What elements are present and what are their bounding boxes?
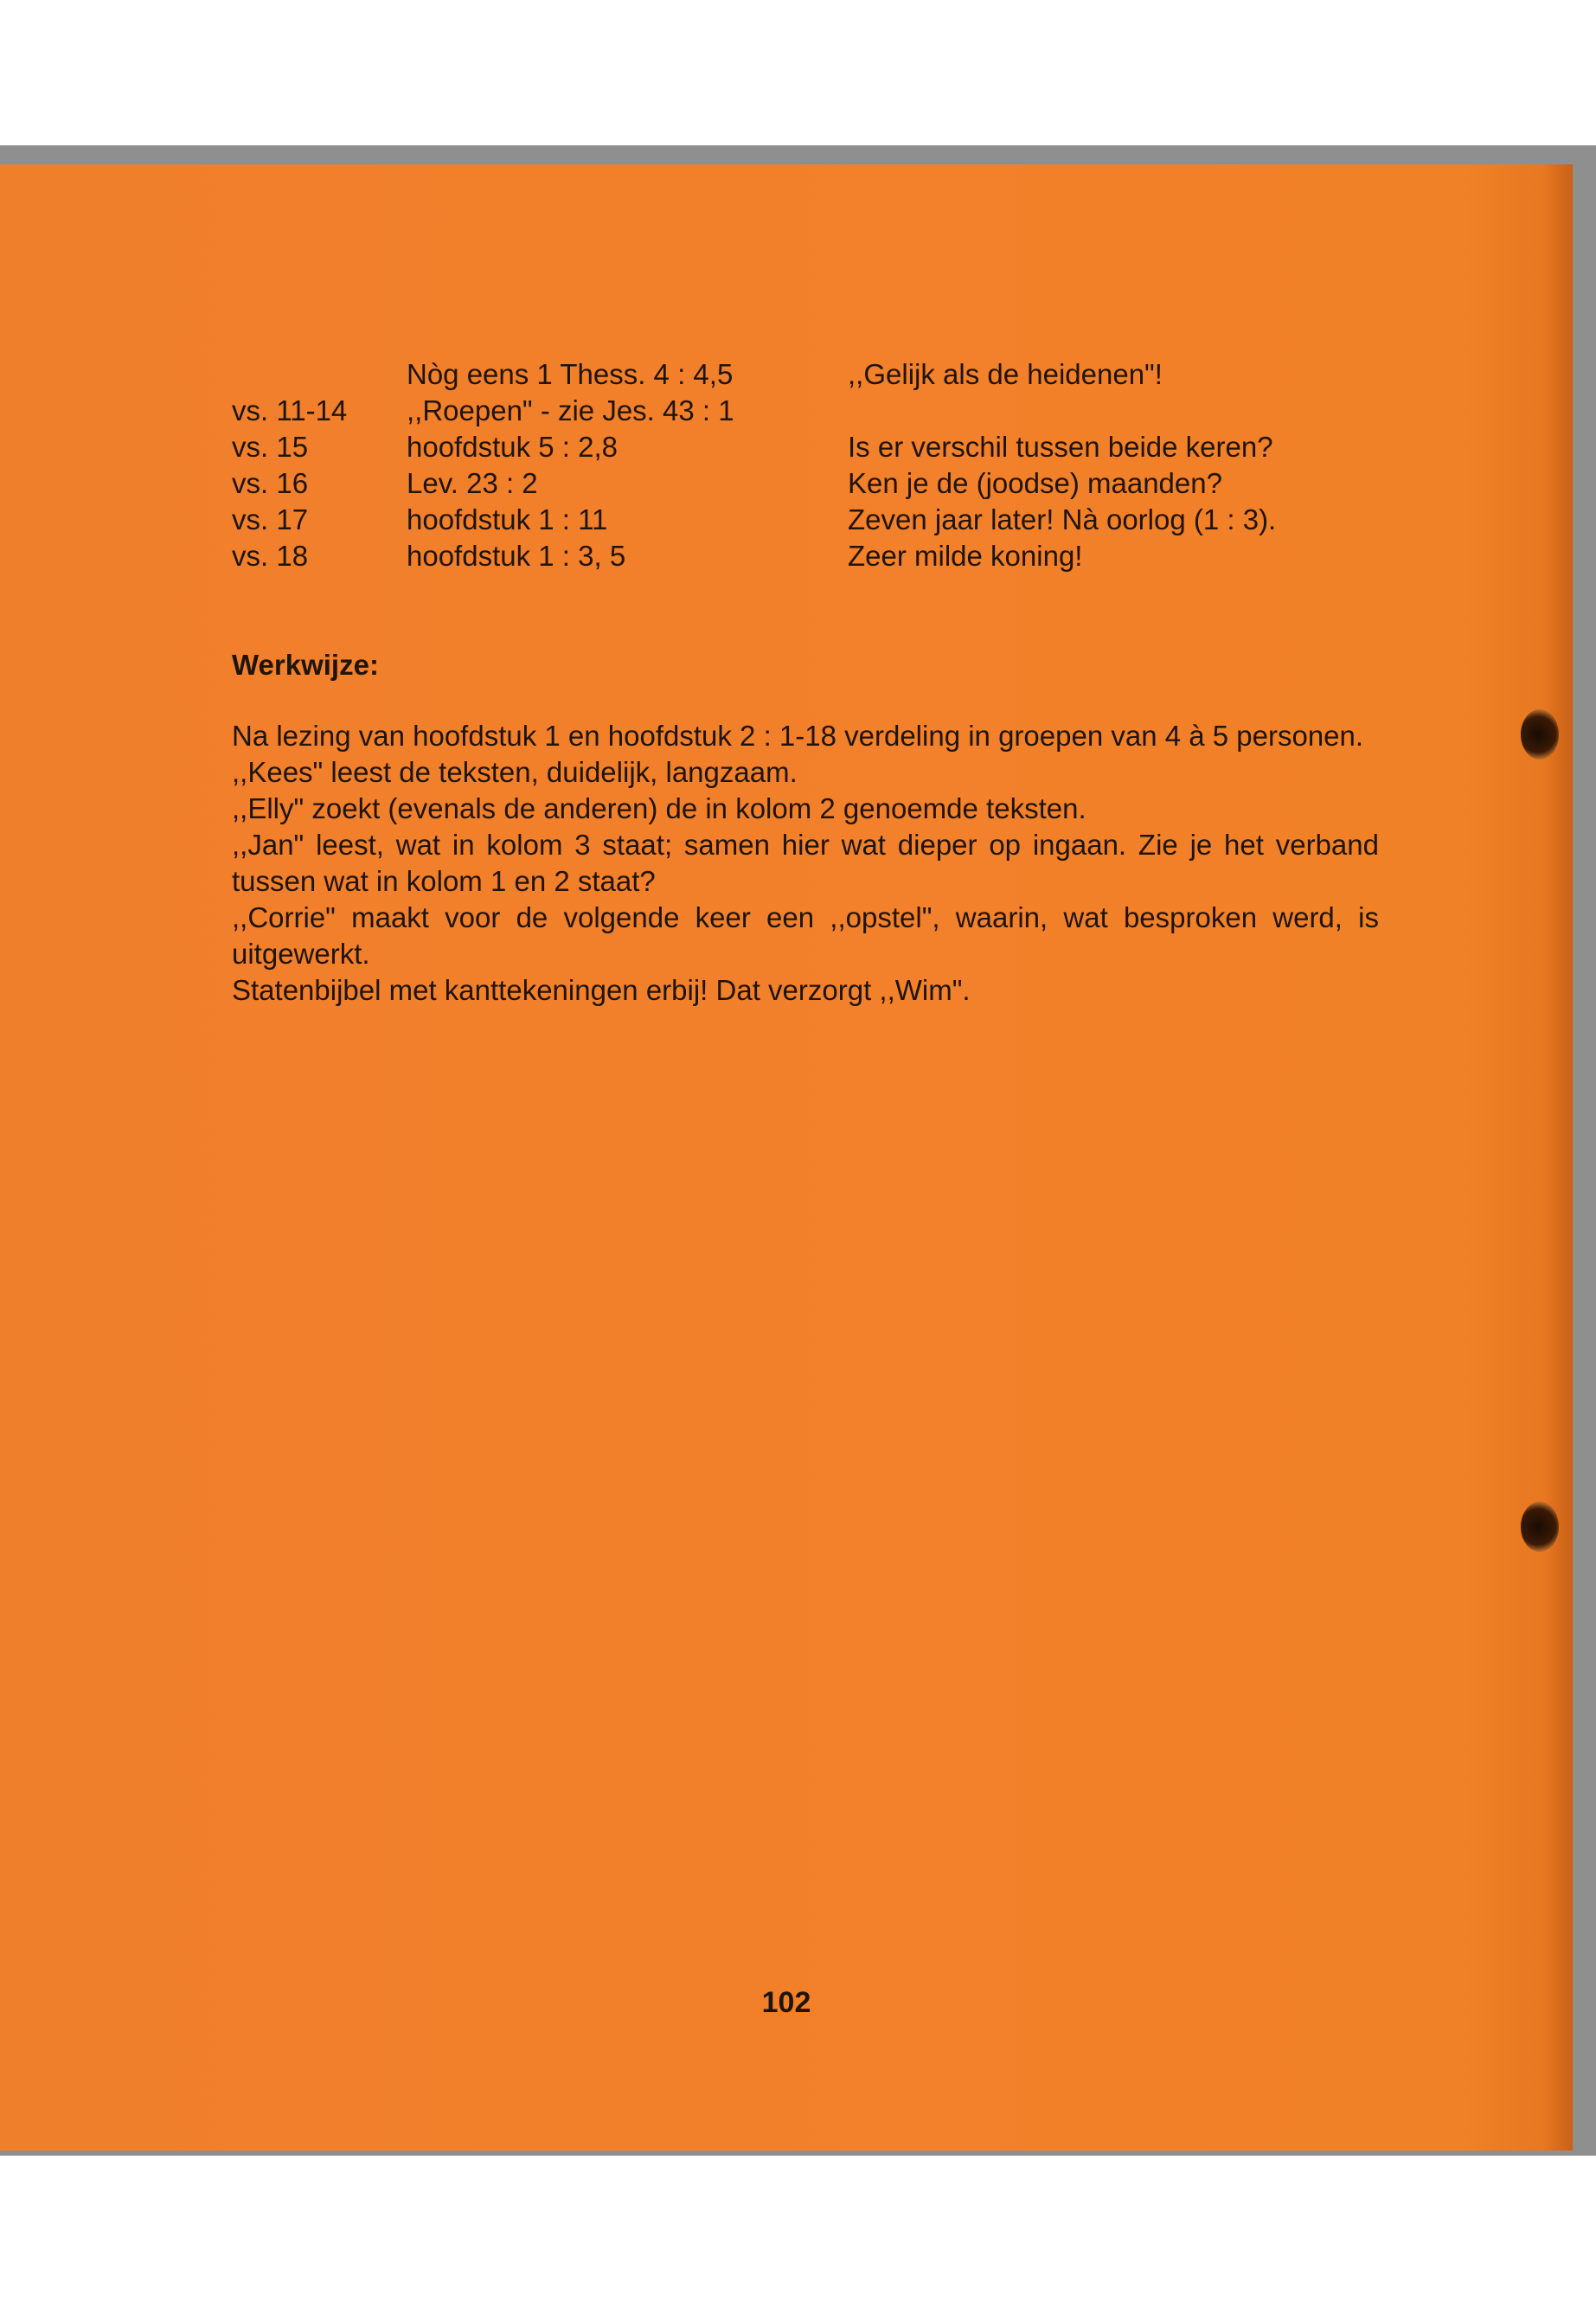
note-cell: Zeer milde koning! [848, 540, 1083, 572]
reference-cell: hoofdstuk 5 : 2,8 [407, 431, 619, 463]
note-cell: Zeven jaar later! Nà oorlog (1 : 3). [848, 503, 1277, 535]
document-page [0, 164, 1573, 2150]
reference-cell: ,,Roepen" - zie Jes. 43 : 1 [407, 394, 734, 426]
verse-cell: vs. 17 [232, 503, 309, 535]
instructions-body [232, 718, 1379, 1009]
reference-row [232, 356, 1382, 393]
punch-hole-icon [1521, 709, 1559, 760]
paragraph: Na lezing van hoofdstuk 1 en hoofdstuk 2 : 1-18 verdeling in groepen van 4 à 5 personen. [232, 720, 1364, 752]
reference-row [232, 465, 1382, 502]
verse-cell: vs. 16 [232, 467, 309, 499]
paragraph: ,,Kees" leest de teksten, duidelijk, langzaam. [232, 756, 798, 788]
note-cell: Is er verschil tussen beide keren? [848, 431, 1273, 463]
verse-cell: vs. 15 [232, 431, 309, 463]
reference-cell: Lev. 23 : 2 [407, 467, 538, 499]
reference-cell: hoofdstuk 1 : 11 [407, 503, 608, 535]
verse-cell: vs. 11-14 [232, 394, 348, 426]
reference-cell: Nòg eens 1 Thess. 4 : 4,5 [407, 358, 734, 390]
reference-row [232, 393, 1382, 429]
paragraph: ,,Jan" leest, wat in kolom 3 staat; samen hier wat dieper op ingaan. Zie je het verband tussen wat in kolom 1 en 2 staat? [232, 829, 1379, 897]
reference-table [232, 356, 1382, 574]
paragraph: ,,Elly" zoekt (evenals de anderen) de in kolom 2 genoemde teksten. [232, 792, 1086, 824]
note-cell: ,,Gelijk als de heidenen"! [848, 358, 1163, 390]
paragraph: Statenbijbel met kanttekeningen erbij! Dat verzorgt ,,Wim". [232, 974, 971, 1006]
reference-cell: hoofdstuk 1 : 3, 5 [407, 540, 626, 572]
reference-row [232, 429, 1382, 465]
paragraph: ,,Corrie" maakt voor de volgende keer een ,,opstel", waarin, wat besproken werd, is uitgewerkt. [232, 901, 1379, 970]
page-number: 102 [761, 1986, 811, 2019]
reference-row [232, 502, 1382, 538]
page-edge-shadow [1544, 164, 1573, 2150]
verse-cell: vs. 18 [232, 540, 309, 572]
note-cell: Ken je de (joodse) maanden? [848, 467, 1222, 499]
punch-hole-icon [1521, 1502, 1559, 1552]
reference-row [232, 538, 1382, 574]
section-heading: Werkwijze: [232, 649, 379, 681]
